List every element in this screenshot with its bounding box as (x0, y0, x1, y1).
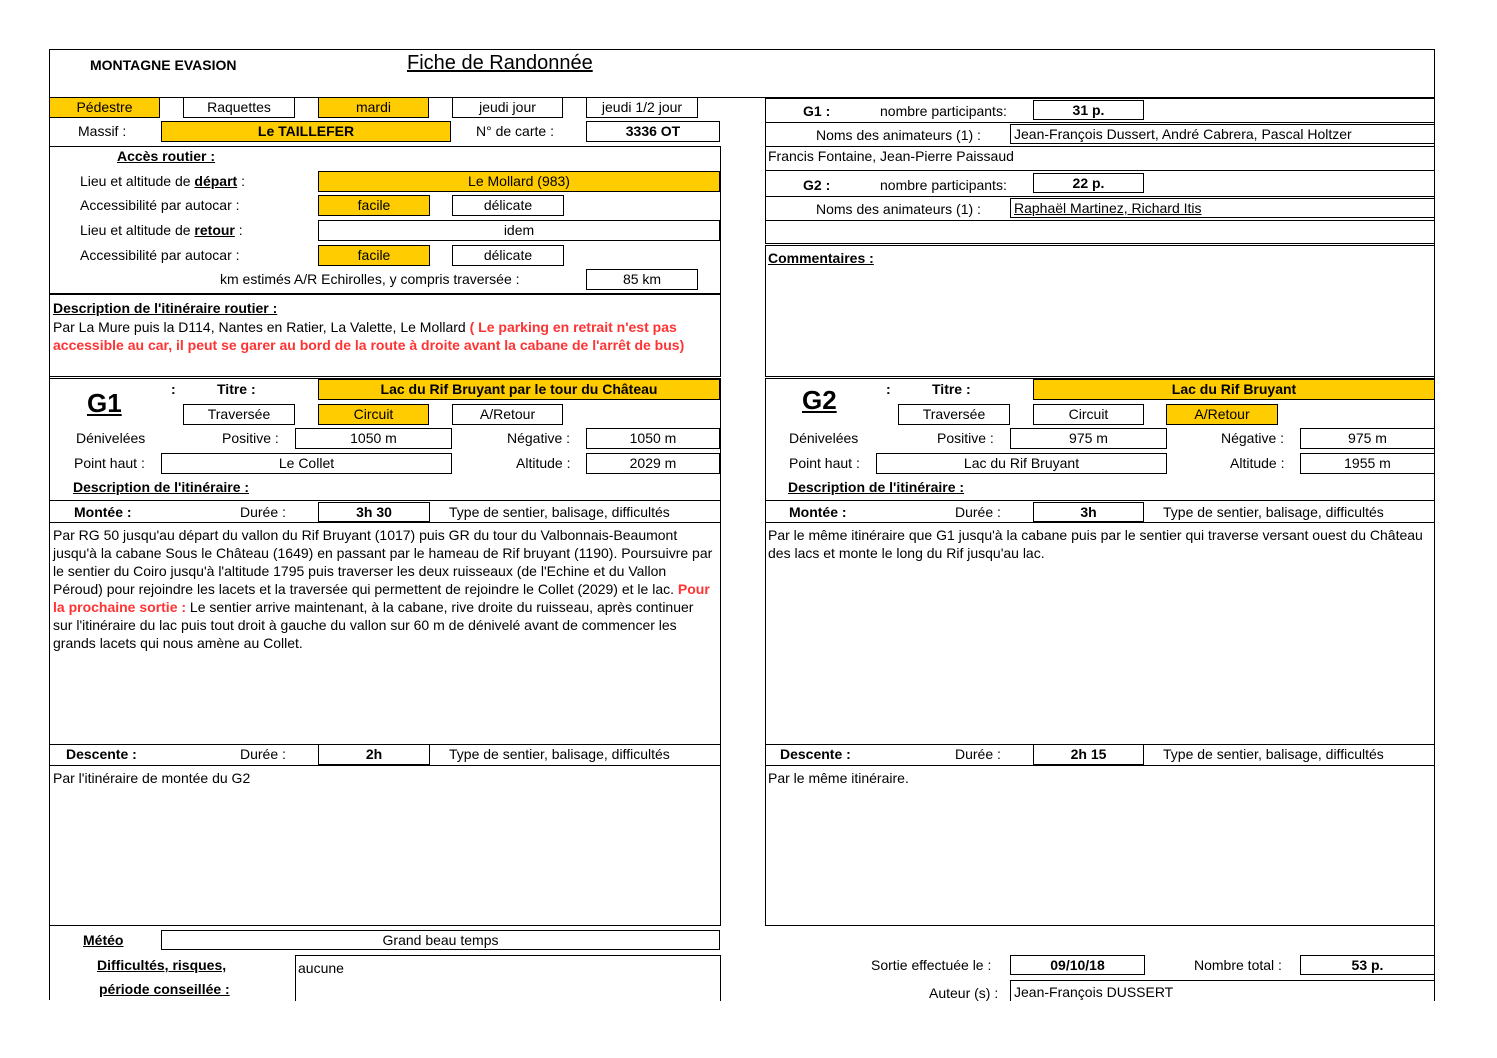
g2-alt-value: 1955 m (1300, 453, 1435, 474)
g2-anim-label: Noms des animateurs (1) : (816, 201, 981, 217)
km-value: 85 km (586, 269, 698, 290)
divider (765, 522, 1435, 523)
g2-colon: : (886, 381, 891, 397)
divider (765, 765, 1435, 766)
g2-descente-duree: 2h 15 (1033, 744, 1144, 765)
divider (765, 196, 1435, 197)
g2-descente-duree-label: Durée : (955, 746, 1001, 762)
g2-nb-label: nombre participants: (880, 177, 1007, 193)
g1-sentier-label: Type de sentier, balisage, difficultés (449, 504, 670, 520)
g1-alt-label: Altitude : (516, 455, 571, 471)
auteur-value: Jean-François DUSSERT (1014, 984, 1174, 1000)
g1-colon: : (171, 381, 176, 397)
g2-name: G2 (802, 385, 837, 415)
g1-point-value: Le Collet (161, 453, 452, 474)
g2-aretour: A/Retour (1166, 404, 1278, 425)
g2-montee-duree: 3h (1033, 502, 1144, 522)
g2-anim-value: Raphaël Martinez, Richard Itis (1010, 198, 1435, 218)
g2-point-value: Lac du Rif Bruyant (876, 453, 1167, 474)
total-label: Nombre total : (1194, 957, 1282, 973)
carte-value: 3336 OT (586, 121, 720, 142)
km-label: km estimés A/R Echirolles, y compris traversée : (220, 271, 520, 287)
divider (765, 122, 1435, 123)
g2-deniv-label: Dénivelées (789, 430, 859, 446)
g1-aretour: A/Retour (452, 404, 563, 425)
g2-descente-sentier-label: Type de sentier, balisage, difficultés (1163, 746, 1384, 762)
g2-descente-label: Descente : (780, 746, 851, 762)
g1-montee-duree: 3h 30 (318, 502, 430, 522)
auteur-label: Auteur (s) : (929, 985, 999, 1001)
g1-circuit: Circuit (318, 404, 429, 425)
depart-label: Lieu et altitude de départ : (80, 173, 245, 189)
g2-alt-label: Altitude : (1230, 455, 1285, 471)
g2-montee-text: Par le même itinéraire que G1 jusqu'à la cabane puis par le sentier qui traverse versant ouest du Château des lacs et monte le long du Rif jusqu'au lac. (768, 527, 1423, 561)
divider (49, 522, 721, 523)
sortie-value: 09/10/18 (1010, 955, 1145, 975)
g2-pos-label: Positive : (937, 430, 994, 446)
g1-desc-heading: Description de l'itinéraire : (73, 479, 250, 495)
g1-descente-text: Par l'itinéraire de montée du G2 (53, 770, 251, 786)
retour-value: idem (318, 220, 720, 241)
g1-participants-label: G1 : (803, 103, 831, 119)
access2-label: Accessibilité par autocar : (80, 247, 240, 263)
divider (49, 500, 721, 501)
routier-text: Par La Mure puis la D114, Nantes en Ratier, La Valette, Le Mollard ( Le parking en retrait n'est pas accessible au car, il peut se garer au bord de la route à droite avant la cabane de l'arrêt de bus) (53, 319, 685, 353)
access1-delicate: délicate (452, 195, 564, 216)
meteo-label: Météo (83, 932, 124, 948)
access1-label: Accessibilité par autocar : (80, 197, 240, 213)
divider (765, 220, 1435, 221)
diff-value: aucune (298, 960, 344, 976)
total-value: 53 p. (1300, 955, 1435, 975)
carte-label: N° de carte : (476, 123, 554, 139)
g2-traversee: Traversée (898, 404, 1010, 425)
divider (765, 500, 1435, 501)
g1-anim-line2: Francis Fontaine, Jean-Pierre Paissaud (768, 148, 1014, 164)
acces-heading: Accès routier : (117, 148, 216, 164)
g1-titre-label: Titre : (217, 381, 256, 397)
diff-label-2: période conseillée : (99, 981, 230, 997)
meteo-value: Grand beau temps (161, 930, 720, 950)
type-raquettes: Raquettes (183, 97, 295, 118)
g1-descente-duree-label: Durée : (240, 746, 286, 762)
g1-name: G1 (87, 388, 122, 418)
massif-label: Massif : (78, 123, 127, 139)
g1-descente-duree: 2h (318, 744, 430, 765)
page-title: Fiche de Randonnée (407, 52, 593, 74)
day-jeudi-demi: jeudi 1/2 jour (586, 97, 698, 118)
g1-alt-value: 2029 m (586, 453, 720, 474)
g1-traversee: Traversée (183, 404, 295, 425)
divider (765, 146, 1435, 147)
day-mardi: mardi (318, 97, 429, 118)
g1-descente-sentier-label: Type de sentier, balisage, difficultés (449, 746, 670, 762)
access1-facile: facile (318, 195, 430, 216)
g2-sentier-label: Type de sentier, balisage, difficultés (1163, 504, 1384, 520)
access2-facile: facile (318, 245, 430, 266)
day-jeudi-jour: jeudi jour (452, 97, 563, 118)
g2-neg-label: Négative : (1221, 430, 1285, 446)
g2-point-label: Point haut : (789, 455, 860, 471)
g1-neg-value: 1050 m (586, 428, 720, 449)
g2-descente-text: Par le même itinéraire. (768, 770, 909, 786)
divider (49, 765, 721, 766)
g1-pos-value: 1050 m (295, 428, 452, 449)
g2-titre-label: Titre : (932, 381, 971, 397)
g2-pos-value: 975 m (1010, 428, 1167, 449)
diff-value-box (295, 955, 721, 1001)
g1-deniv-label: Dénivelées (76, 430, 146, 446)
g2-neg-value: 975 m (1300, 428, 1435, 449)
g1-nb-value: 31 p. (1033, 100, 1144, 120)
g2-montee-label: Montée : (789, 504, 847, 520)
g1-nb-label: nombre participants: (880, 103, 1007, 119)
g1-neg-label: Négative : (507, 430, 571, 446)
divider (765, 170, 1435, 171)
depart-value: Le Mollard (983) (318, 171, 720, 192)
g1-anim-value: Jean-François Dussert, André Cabrera, Pascal Holtzer (1010, 124, 1435, 144)
retour-label: Lieu et altitude de retour : (80, 222, 243, 238)
g1-montee-label: Montée : (74, 504, 132, 520)
g2-participants-label: G2 : (803, 177, 831, 193)
g2-titre: Lac du Rif Bruyant (1033, 379, 1435, 400)
g1-descente-label: Descente : (66, 746, 137, 762)
g2-circuit: Circuit (1033, 404, 1144, 425)
type-pedestre: Pédestre (49, 97, 160, 118)
g2-nb-value: 22 p. (1033, 173, 1144, 193)
g1-duree-label: Durée : (240, 504, 286, 520)
club-name: MONTAGNE EVASION (90, 57, 237, 73)
g1-titre: Lac du Rif Bruyant par le tour du Château (318, 379, 720, 400)
sortie-label: Sortie effectuée le : (871, 957, 992, 973)
diff-label-1: Difficultés, risques, (97, 957, 227, 973)
g1-anim-label: Noms des animateurs (1) : (816, 127, 981, 143)
g1-pos-label: Positive : (222, 430, 279, 446)
g1-montee-text: Par RG 50 jusqu'au départ du vallon du Rif Bruyant (1017) puis GR du tour du Valbonnais-Beaumont jusqu'à la cabane Sous le Château (1649) en passant par le hameau de Rif bruyant (1190). Poursuivre par le sentier du Coiro jusqu'à l'altitude 1795 puis traverser les deux ruisseaux (de l'Echine et du Vallon Péroud) pour rejoindre les lacets et la traversée qui permettent de rejoindre le Collet (2029) et le lac. Pour la prochaine sortie : Le sentier arrive maintenant, à la cabane, rive droite du ruisseau, après continuer sur l'itinéraire du lac puis tout droit à gauche du vallon sur 60 m de dénivelé avant de commencer les grands lacets qui nous amène au Collet. (53, 527, 713, 651)
access2-delicate: délicate (452, 245, 564, 266)
routier-heading: Description de l'itinéraire routier : (53, 300, 278, 316)
massif-value: Le TAILLEFER (161, 121, 451, 142)
g1-point-label: Point haut : (74, 455, 145, 471)
g2-duree-label: Durée : (955, 504, 1001, 520)
g2-desc-heading: Description de l'itinéraire : (788, 479, 965, 495)
commentaires-heading: Commentaires : (768, 250, 874, 266)
